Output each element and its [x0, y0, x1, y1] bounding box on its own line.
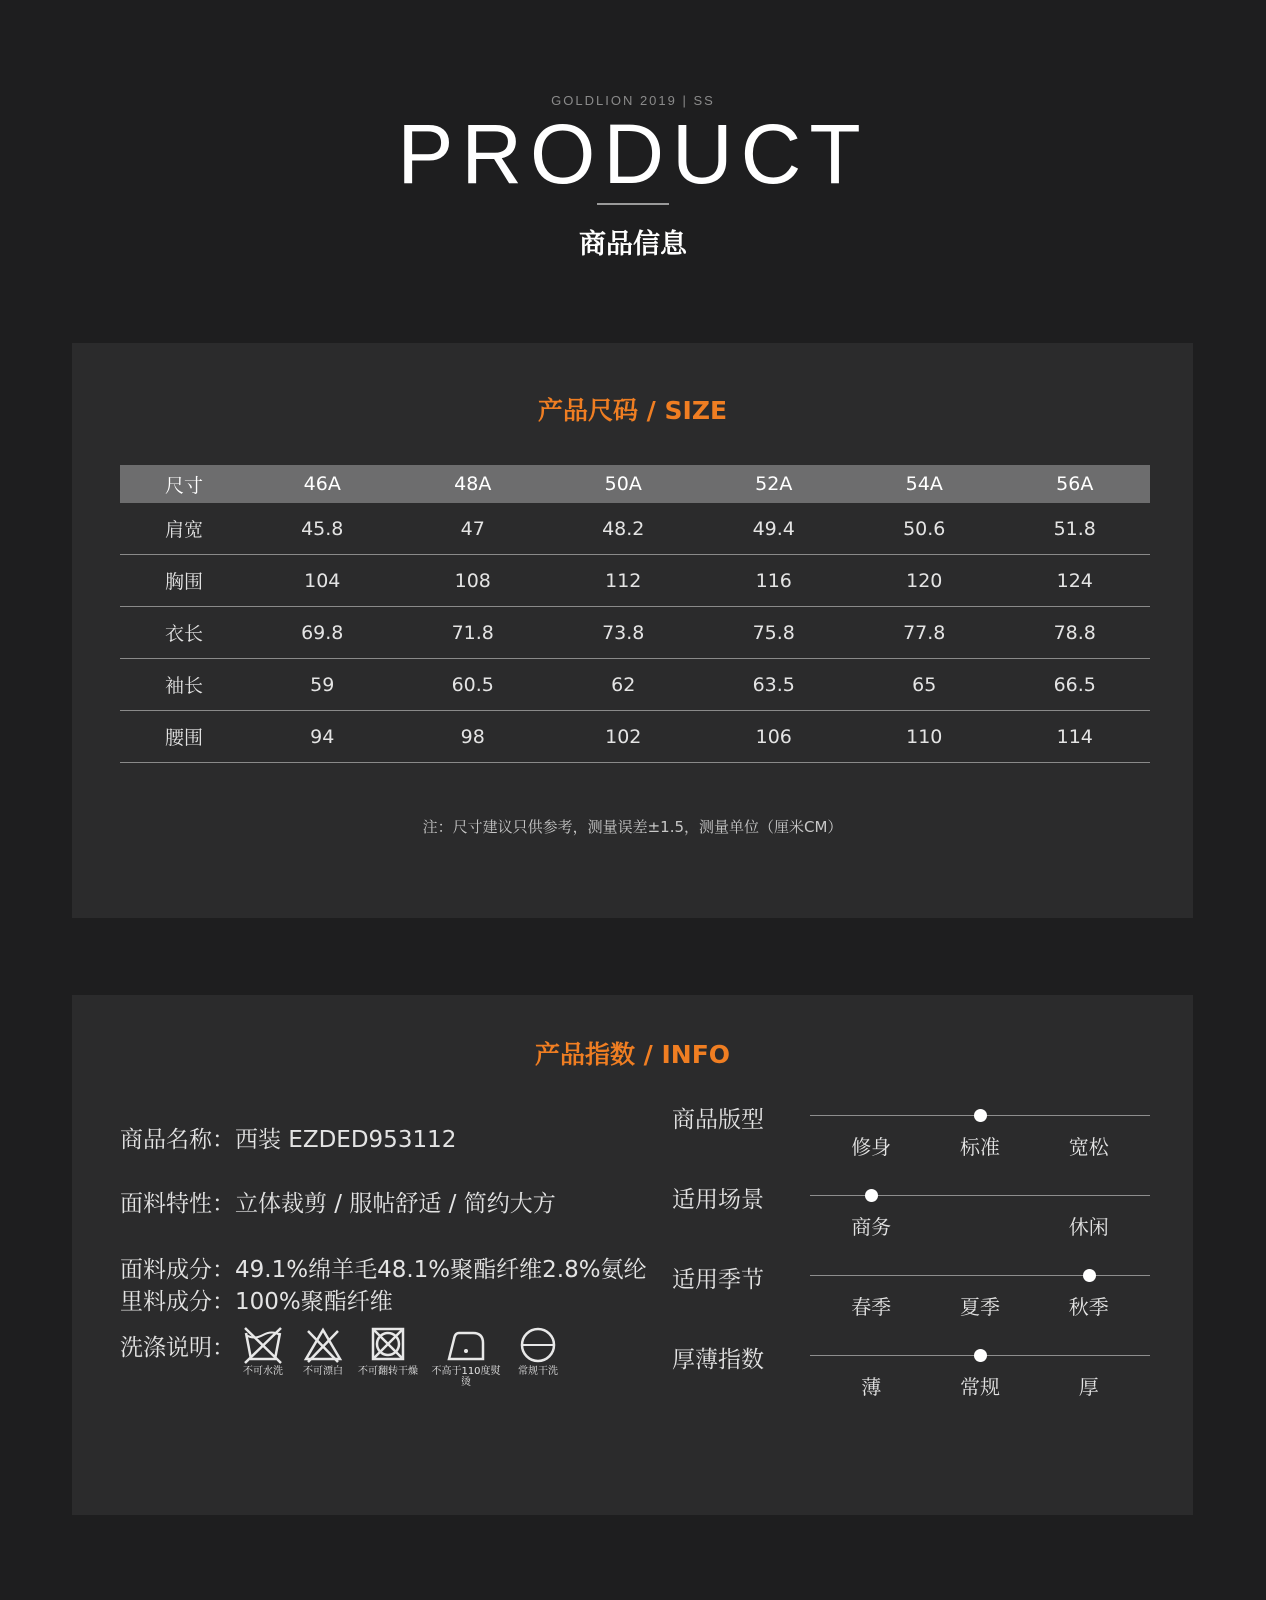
care-item	[430, 1325, 502, 1388]
scale-marker	[974, 1109, 987, 1122]
table-row	[120, 711, 1150, 763]
care-item	[510, 1325, 566, 1377]
row-label: 肩宽	[120, 503, 247, 555]
scale-option: 常规	[960, 1375, 1000, 1399]
title-divider	[597, 203, 669, 205]
table-cell: 75.8	[699, 607, 850, 659]
row-label: 腰围	[120, 711, 247, 763]
info-heading: 产品指数 / INFO	[534, 1040, 731, 1069]
size-note: 注：尺寸建议只供参考，测量误差±1.5，测量单位（厘米CM）	[422, 818, 843, 836]
scale-option: 宽松	[1068, 1135, 1109, 1159]
care-item	[238, 1325, 288, 1377]
table-cell: 59	[247, 659, 398, 711]
info-panel	[72, 995, 1193, 1515]
no-tumble-dry-icon	[367, 1325, 409, 1365]
care-label: 不可水洗	[243, 1366, 283, 1377]
fabric-feature: 面料特性：立体裁剪 / 服帖舒适 / 简约大方	[120, 1191, 556, 1217]
table-row	[120, 659, 1150, 711]
table-cell: 48.2	[548, 503, 699, 555]
column-header: 56A	[1000, 465, 1151, 503]
table-row	[120, 607, 1150, 659]
care-label: 不可漂白	[303, 1366, 343, 1377]
table-cell: 77.8	[849, 607, 1000, 659]
table-cell: 65	[849, 659, 1000, 711]
size-panel	[72, 343, 1193, 918]
scale-track	[810, 1195, 1150, 1196]
table-cell: 106	[699, 711, 850, 763]
table-cell: 69.8	[247, 607, 398, 659]
scale-option: 夏季	[960, 1295, 1000, 1319]
scale-title: 商品版型	[672, 1107, 764, 1133]
table-cell: 124	[1000, 555, 1151, 607]
table-cell: 78.8	[1000, 607, 1151, 659]
scale-title: 适用场景	[672, 1187, 764, 1213]
table-cell: 120	[849, 555, 1000, 607]
table-cell: 94	[247, 711, 398, 763]
table-cell: 114	[1000, 711, 1151, 763]
care-label: 不可翻转干燥	[358, 1366, 418, 1377]
lining-composition: 里料成分：100%聚酯纤维	[120, 1289, 393, 1315]
scale-option: 商务	[851, 1215, 892, 1239]
size-table	[120, 465, 1150, 763]
table-cell: 71.8	[398, 607, 549, 659]
column-header: 50A	[548, 465, 699, 503]
table-cell: 50.6	[849, 503, 1000, 555]
table-cell: 98	[398, 711, 549, 763]
scale-marker	[974, 1349, 987, 1362]
care-label: 常规干洗	[518, 1366, 558, 1377]
row-label: 袖长	[120, 659, 247, 711]
column-header: 52A	[699, 465, 850, 503]
table-cell: 104	[247, 555, 398, 607]
table-cell: 102	[548, 711, 699, 763]
table-cell: 110	[849, 711, 1000, 763]
table-cell: 51.8	[1000, 503, 1151, 555]
table-cell: 49.4	[699, 503, 850, 555]
table-cell: 73.8	[548, 607, 699, 659]
product-name: 商品名称：西装 EZDED953112	[120, 1127, 457, 1153]
page-subtitle: 商品信息	[579, 229, 687, 260]
care-title: 洗涤说明：	[120, 1335, 235, 1361]
scale-option: 休闲	[1068, 1215, 1109, 1239]
scale-option: 厚	[1078, 1375, 1099, 1399]
scale-option: 薄	[861, 1375, 882, 1399]
scale-marker	[1083, 1269, 1096, 1282]
scale-option: 秋季	[1068, 1295, 1109, 1319]
column-header: 46A	[247, 465, 398, 503]
brand-line: GOLDLION 2019 | SS	[551, 93, 715, 108]
row-label: 衣长	[120, 607, 247, 659]
table-cell: 63.5	[699, 659, 850, 711]
no-bleach-icon	[302, 1325, 344, 1365]
page-header	[0, 0, 1266, 340]
column-header: 尺寸	[120, 465, 247, 503]
scale-option: 标准	[960, 1135, 1000, 1159]
no-wash-icon	[242, 1325, 284, 1365]
care-label: 不高于110度熨烫	[431, 1366, 501, 1388]
scale-option: 修身	[851, 1135, 892, 1159]
iron-110-icon	[445, 1325, 487, 1365]
row-label: 胸围	[120, 555, 247, 607]
table-cell: 60.5	[398, 659, 549, 711]
table-cell: 66.5	[1000, 659, 1151, 711]
table-cell: 112	[548, 555, 699, 607]
care-item	[298, 1325, 348, 1377]
size-table-header	[120, 465, 1150, 503]
table-cell: 116	[699, 555, 850, 607]
scale-track	[810, 1275, 1150, 1276]
dry-clean-icon	[517, 1325, 559, 1365]
table-cell: 47	[398, 503, 549, 555]
size-heading: 产品尺码 / SIZE	[537, 396, 728, 425]
table-row	[120, 555, 1150, 607]
table-cell: 62	[548, 659, 699, 711]
table-cell: 45.8	[247, 503, 398, 555]
care-item	[353, 1325, 423, 1377]
fabric-composition: 面料成分：49.1%绵羊毛48.1%聚酯纤维2.8%氨纶	[120, 1257, 647, 1283]
scale-title: 厚薄指数	[672, 1347, 764, 1373]
column-header: 54A	[849, 465, 1000, 503]
column-header: 48A	[398, 465, 549, 503]
scale-option: 春季	[851, 1295, 892, 1319]
scale-title: 适用季节	[672, 1267, 764, 1293]
scale-marker	[865, 1189, 878, 1202]
page-title: PRODUCT	[397, 107, 869, 201]
table-cell: 108	[398, 555, 549, 607]
table-row	[120, 503, 1150, 555]
